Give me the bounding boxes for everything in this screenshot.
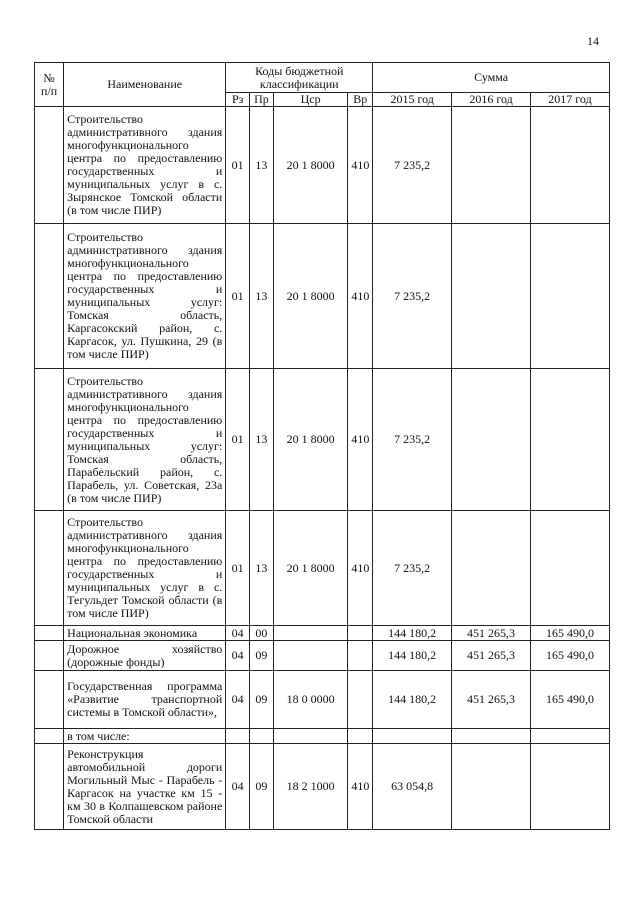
row-2015: 144 180,2 — [373, 626, 452, 641]
row-num-cell — [35, 511, 64, 626]
row-num-cell — [35, 626, 64, 641]
row-vr: 410 — [348, 511, 373, 626]
row-rz: 01 — [226, 107, 250, 224]
header-rz: Рз — [226, 93, 250, 107]
header-2016: 2016 год — [452, 93, 531, 107]
row-2016: 451 265,3 — [452, 671, 531, 729]
row-num-cell — [35, 107, 64, 224]
row-name: Строительство административного здания многофункционального центра по предоставлению государственных и муниципальных услуг: Томская область, Парабельский район, с. Парабель, ул. Советская, 23а (в том числе ПИР) — [64, 369, 226, 511]
header-codes: Коды бюджетной классификации — [226, 63, 373, 93]
row-2016: 451 265,3 — [452, 626, 531, 641]
row-num-cell — [35, 729, 64, 744]
row-2015: 7 235,2 — [373, 107, 452, 224]
table-row — [35, 729, 610, 744]
row-csr: 20 1 8000 — [273, 224, 348, 369]
row-pr — [250, 729, 274, 744]
table-row — [35, 671, 610, 729]
header-pr: Пр — [250, 93, 274, 107]
row-2015: 7 235,2 — [373, 224, 452, 369]
row-2016 — [452, 224, 531, 369]
row-2016 — [452, 107, 531, 224]
row-csr: 20 1 8000 — [273, 511, 348, 626]
page-number: 14 — [587, 34, 599, 48]
row-csr: 18 0 0000 — [273, 671, 348, 729]
table-row — [35, 626, 610, 641]
header-sum: Сумма — [373, 63, 610, 93]
row-rz: 04 — [226, 641, 250, 671]
row-num-cell — [35, 671, 64, 729]
table-row — [35, 369, 610, 511]
row-rz: 04 — [226, 626, 250, 641]
row-pr: 09 — [250, 671, 274, 729]
row-2016 — [452, 744, 531, 830]
row-num-cell — [35, 369, 64, 511]
row-name: Национальная экономика — [64, 626, 226, 641]
row-name: Реконструкция автомобильной дороги Могильный Мыс - Парабель - Каргасок на участке км 15 - км 30 в Колпашевском районе Томской области — [64, 744, 226, 830]
row-csr — [273, 729, 348, 744]
row-2015 — [373, 729, 452, 744]
row-vr: 410 — [348, 107, 373, 224]
row-name: Государственная программа «Развитие транспортной системы в Томской области», — [64, 671, 226, 729]
row-pr: 13 — [250, 511, 274, 626]
header-name: Наименование — [64, 63, 226, 107]
header-2017: 2017 год — [531, 93, 610, 107]
row-2017 — [531, 729, 610, 744]
row-csr: 20 1 8000 — [273, 107, 348, 224]
row-rz: 04 — [226, 671, 250, 729]
table-row — [35, 224, 610, 369]
row-2017: 165 490,0 — [531, 671, 610, 729]
row-2015: 144 180,2 — [373, 671, 452, 729]
row-rz: 01 — [226, 224, 250, 369]
row-pr: 13 — [250, 224, 274, 369]
row-2017 — [531, 224, 610, 369]
row-vr: 410 — [348, 744, 373, 830]
table-header-row-1 — [35, 63, 610, 93]
row-2016: 451 265,3 — [452, 641, 531, 671]
row-csr: 18 2 1000 — [273, 744, 348, 830]
row-num-cell — [35, 641, 64, 671]
row-rz: 01 — [226, 511, 250, 626]
row-csr — [273, 641, 348, 671]
table-row — [35, 744, 610, 830]
row-2015: 144 180,2 — [373, 641, 452, 671]
row-name: Строительство административного здания многофункционального центра по предоставлению государственных и муниципальных услуг: Томская область, Каргасокский район, с. Каргасок, ул. Пушкина, 29 (в том числе ПИР) — [64, 224, 226, 369]
row-pr: 13 — [250, 369, 274, 511]
row-pr: 00 — [250, 626, 274, 641]
header-num: № п/п — [35, 63, 64, 107]
row-num-cell — [35, 224, 64, 369]
row-2017 — [531, 369, 610, 511]
row-pr: 09 — [250, 744, 274, 830]
table-row — [35, 107, 610, 224]
header-vr: Вр — [348, 93, 373, 107]
row-2017 — [531, 107, 610, 224]
row-2017 — [531, 511, 610, 626]
row-name: в том числе: — [64, 729, 226, 744]
row-rz: 01 — [226, 369, 250, 511]
row-2015: 7 235,2 — [373, 511, 452, 626]
table-row — [35, 641, 610, 671]
row-name: Дорожное хозяйство (дорожные фонды) — [64, 641, 226, 671]
row-2015: 63 054,8 — [373, 744, 452, 830]
budget-table — [34, 62, 610, 830]
row-vr — [348, 729, 373, 744]
row-2017: 165 490,0 — [531, 626, 610, 641]
row-csr: 20 1 8000 — [273, 369, 348, 511]
header-csr: Цср — [273, 93, 348, 107]
row-name: Строительство административного здания многофункционального центра по предоставлению государственных и муниципальных услуг в с. Зырянское Томской области (в том числе ПИР) — [64, 107, 226, 224]
row-2017: 165 490,0 — [531, 641, 610, 671]
row-vr — [348, 671, 373, 729]
row-num-cell — [35, 744, 64, 830]
row-2016 — [452, 369, 531, 511]
row-vr — [348, 626, 373, 641]
header-2015: 2015 год — [373, 93, 452, 107]
row-rz: 04 — [226, 744, 250, 830]
row-vr — [348, 641, 373, 671]
row-csr — [273, 626, 348, 641]
row-pr: 09 — [250, 641, 274, 671]
row-vr: 410 — [348, 369, 373, 511]
row-2016 — [452, 511, 531, 626]
row-name: Строительство административного здания многофункционального центра по предоставлению государственных и муниципальных услуг в с. Тегульдет Томской области (в том числе ПИР) — [64, 511, 226, 626]
row-2015: 7 235,2 — [373, 369, 452, 511]
row-vr: 410 — [348, 224, 373, 369]
row-rz — [226, 729, 250, 744]
table-row — [35, 511, 610, 626]
row-2016 — [452, 729, 531, 744]
row-2017 — [531, 744, 610, 830]
row-pr: 13 — [250, 107, 274, 224]
